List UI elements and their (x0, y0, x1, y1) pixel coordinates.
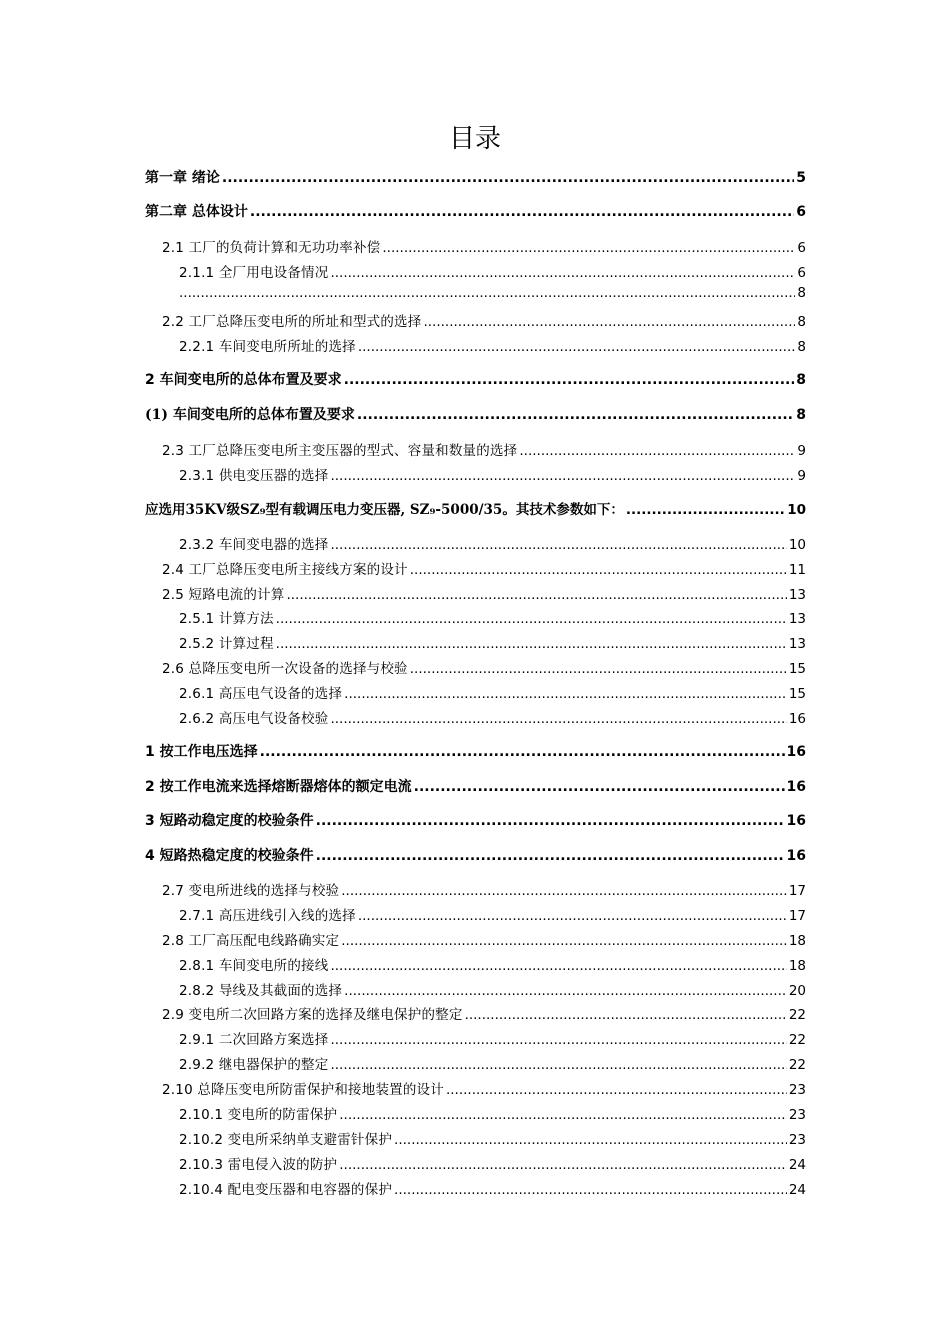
toc-entry-label: 2.3.2 车间变电器的选择 (179, 537, 329, 553)
toc-leader-dots (330, 1057, 786, 1073)
toc-entry-label: 2 车间变电所的总体布置及要求 (145, 372, 342, 388)
toc-entry-page: 18 (788, 933, 806, 949)
toc-entry[interactable] (179, 607, 806, 627)
toc-entry[interactable] (162, 310, 806, 330)
toc-entry[interactable] (179, 464, 806, 484)
toc-leader-dots (410, 661, 787, 677)
toc-entry-label: 2.8.1 车间变电所的接线 (179, 958, 329, 974)
toc-entry-label: 2.10.3 雷电侵入波的防护 (179, 1157, 338, 1173)
toc-entry-page: 17 (788, 908, 806, 924)
toc-entry-label: 2.1.1 全厂用电设备情况 (179, 265, 329, 281)
toc-leader-dots (286, 587, 786, 603)
toc-leader-dots (358, 908, 787, 924)
toc-leader-dots (519, 443, 795, 459)
toc-leader-dots (344, 372, 795, 388)
toc-entry-page: 11 (788, 562, 806, 578)
toc-entry[interactable] (162, 583, 806, 603)
toc-entry-label: 2.6.1 高压电气设备的选择 (179, 686, 343, 702)
toc-leader-dots (316, 813, 785, 829)
toc-entry-label: 2.7 变电所进线的选择与校验 (162, 883, 340, 899)
toc-entry-label: 3 短路动稳定度的校验条件 (145, 813, 314, 829)
toc-entry-page: 18 (788, 958, 806, 974)
toc-entry-page: 24 (788, 1157, 806, 1173)
toc-entry-page: 22 (788, 1007, 806, 1023)
toc-entry-label: 2.10.4 配电变压器和电容器的保护 (179, 1182, 393, 1198)
toc-entry-page: 9 (797, 443, 806, 459)
toc-entry-page: 10 (787, 502, 806, 518)
toc-entry-page: 5 (796, 170, 806, 186)
toc-entry[interactable] (179, 1153, 806, 1173)
toc-entry[interactable] (179, 682, 806, 702)
toc-entry-label: 2.3 工厂总降压变电所主变压器的型式、容量和数量的选择 (162, 443, 518, 459)
toc-entry-label: 2.5 短路电流的计算 (162, 587, 285, 603)
toc-entry-page: 8 (797, 285, 806, 301)
toc-entry[interactable] (179, 707, 806, 727)
toc-entry[interactable] (179, 1103, 806, 1123)
toc-entry-label: 2.8 工厂高压配电线路确实定 (162, 933, 340, 949)
toc-entry-page: 8 (796, 407, 806, 423)
toc-entry-page: 24 (788, 1182, 806, 1198)
toc-entry[interactable] (179, 979, 806, 999)
toc-entry[interactable] (145, 776, 806, 796)
toc-leader-dots (260, 744, 785, 760)
toc-leader-dots (341, 883, 787, 899)
toc-entry-label: 应选用35KV级SZ₉型有载调压电力变压器, SZ₉-5000/35。其技术参数如下： (145, 502, 624, 518)
toc-entry[interactable] (145, 810, 806, 830)
toc-entry-page: 13 (788, 636, 806, 652)
toc-entry-label: 2.1 工厂的负荷计算和无功功率补偿 (162, 240, 381, 256)
toc-leader-dots (626, 502, 785, 518)
toc-entry-page: 16 (786, 813, 806, 829)
toc-entry[interactable] (145, 404, 806, 424)
toc-leader-dots (276, 636, 787, 652)
toc-entry-label: 2.6.2 高压电气设备校验 (179, 711, 329, 727)
toc-entry-label: 1 按工作电压选择 (145, 744, 258, 760)
page-title: 目录 (448, 124, 501, 154)
toc-leader-dots (344, 983, 787, 999)
toc-entry-label: 2.6 总降压变电所一次设备的选择与校验 (162, 661, 408, 677)
toc-entry-label: 2.10.2 变电所采纳单支避雷针保护 (179, 1132, 393, 1148)
toc-entry-label: 第一章 绪论 (145, 170, 220, 186)
toc-leader-dots (339, 1157, 787, 1173)
toc-entry[interactable] (162, 439, 806, 459)
toc-entry[interactable] (145, 498, 806, 518)
toc-leader-dots (410, 562, 787, 578)
toc-leader-dots (179, 285, 795, 301)
toc-entry[interactable] (145, 167, 806, 187)
toc-leader-dots (330, 958, 786, 974)
toc-entry[interactable] (162, 1003, 806, 1023)
toc-entry-page: 23 (788, 1132, 806, 1148)
toc-entry-page: 8 (797, 339, 806, 355)
toc-entry[interactable] (179, 1053, 806, 1073)
toc-leader-dots (394, 1132, 787, 1148)
toc-entry-page: 23 (788, 1107, 806, 1123)
toc-leader-dots (330, 265, 795, 281)
toc-entry[interactable] (179, 904, 806, 924)
toc-entry-label: 第二章 总体设计 (145, 204, 248, 220)
toc-entry-label: 2.9.2 继电器保护的整定 (179, 1057, 329, 1073)
toc-entry-label: 2.2 工厂总降压变电所的所址和型式的选择 (162, 314, 422, 330)
toc-entry-label: 2.2.1 车间变电所所址的选择 (179, 339, 356, 355)
toc-entry-page: 22 (788, 1057, 806, 1073)
toc-entry-label: 2 按工作电流来选择熔断器熔体的额定电流 (145, 779, 412, 795)
toc-leader-dots (423, 314, 795, 330)
toc-entry[interactable] (179, 954, 806, 974)
toc-entry[interactable] (162, 879, 806, 899)
toc-entry-page: 9 (797, 468, 806, 484)
toc-entry-page: 22 (788, 1032, 806, 1048)
toc-leader-dots (465, 1007, 787, 1023)
toc-entry-page: 13 (788, 611, 806, 627)
toc-entry-label: 2.5.2 计算过程 (179, 636, 274, 652)
toc-entry-label: 2.9 变电所二次回路方案的选择及继电保护的整定 (162, 1007, 463, 1023)
toc-entry[interactable] (179, 533, 806, 553)
toc-leader-dots (330, 711, 786, 727)
toc-entry[interactable] (179, 1028, 806, 1048)
toc-entry-page: 15 (788, 686, 806, 702)
toc-leader-dots (446, 1082, 787, 1098)
toc-entry-page: 16 (786, 848, 806, 864)
toc-entry-label: 2.3.1 供电变压器的选择 (179, 468, 329, 484)
toc-entry[interactable] (145, 201, 806, 221)
toc-entry-page: 6 (797, 265, 806, 281)
toc-entry[interactable] (162, 929, 806, 949)
toc-entry-page: 23 (788, 1082, 806, 1098)
toc-leader-dots (250, 204, 794, 220)
toc-entry-page: 6 (796, 204, 806, 220)
toc-entry[interactable] (145, 369, 806, 389)
toc-entry-page: 8 (797, 314, 806, 330)
toc-leader-dots (414, 779, 785, 795)
toc-entry-page: 8 (796, 372, 806, 388)
toc-entry-page: 10 (788, 537, 806, 553)
toc-entry-label: 2.9.1 二次回路方案选择 (179, 1032, 329, 1048)
toc-entry-label: 2.5.1 计算方法 (179, 611, 274, 627)
toc-leader-dots (394, 1182, 787, 1198)
toc-entry-label: (1) 车间变电所的总体布置及要求 (145, 407, 355, 423)
toc-entry[interactable] (162, 657, 806, 677)
toc-entry[interactable] (145, 741, 806, 761)
toc-entry-page: 16 (786, 744, 806, 760)
toc-entry-label: 2.10.1 变电所的防雷保护 (179, 1107, 338, 1123)
toc-entry-label: 4 短路热稳定度的校验条件 (145, 848, 314, 864)
toc-entry[interactable] (162, 236, 806, 256)
toc-entry-label: 2.10 总降压变电所防雷保护和接地装置的设计 (162, 1082, 444, 1098)
toc-entry[interactable] (179, 1128, 806, 1148)
toc-leader-dots (316, 848, 785, 864)
toc-leader-dots (330, 1032, 786, 1048)
toc-entry[interactable] (145, 845, 806, 865)
toc-entry[interactable] (179, 335, 806, 355)
toc-entry-page: 6 (797, 240, 806, 256)
toc-entry[interactable] (179, 632, 806, 652)
toc-entry[interactable] (179, 1178, 806, 1198)
toc-leader-dots (222, 170, 794, 186)
toc-entry[interactable] (179, 261, 806, 281)
toc-leader-dots (382, 240, 795, 256)
toc-leader-dots (357, 407, 794, 423)
toc-leader-dots (341, 933, 787, 949)
toc-entry-page: 16 (786, 779, 806, 795)
toc-leader-dots (330, 468, 795, 484)
toc-leader-dots (330, 537, 786, 553)
toc-entry[interactable] (162, 558, 806, 578)
toc-entry-label: 2.8.2 导线及其截面的选择 (179, 983, 343, 999)
toc-entry[interactable] (162, 1078, 806, 1098)
toc-leader-dots (344, 686, 787, 702)
toc-entry[interactable] (179, 285, 806, 301)
toc-leader-dots (276, 611, 787, 627)
toc-entry-page: 13 (788, 587, 806, 603)
toc-entry-page: 20 (788, 983, 806, 999)
toc-leader-dots (358, 339, 796, 355)
toc-entry-label: 2.4 工厂总降压变电所主接线方案的设计 (162, 562, 408, 578)
toc-entry-label: 2.7.1 高压进线引入线的选择 (179, 908, 356, 924)
toc-leader-dots (339, 1107, 787, 1123)
toc-entry-page: 17 (788, 883, 806, 899)
toc-entry-page: 16 (788, 711, 806, 727)
toc-entry-page: 15 (788, 661, 806, 677)
